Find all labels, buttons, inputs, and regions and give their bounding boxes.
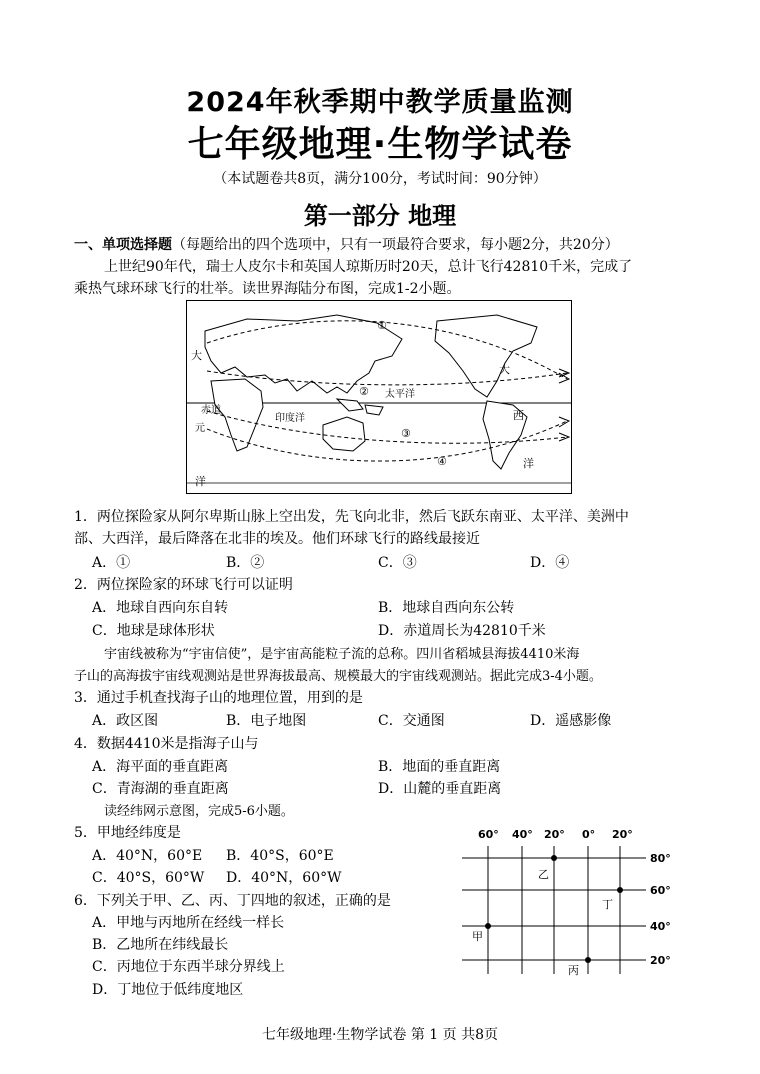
q1-stem-line1: 1．两位探险家从阿尔卑斯山脉上空出发，先飞向北非，然后飞跃东南亚、太平洋、美洲中: [74, 509, 629, 525]
map-label-yang-left: 洋: [195, 475, 206, 488]
australia-shape: [323, 417, 365, 451]
lat-label-40: 40°: [650, 920, 671, 933]
q6-option-b[interactable]: B．乙地所在纬线最长: [92, 937, 229, 953]
map-label-yuan: 元: [195, 423, 205, 434]
route-1-label: ①: [377, 319, 387, 332]
q6-option-a[interactable]: A．甲地与丙地所在经线一样长: [92, 915, 285, 931]
lon-label-20e: 20°: [612, 828, 633, 841]
q1-option-d[interactable]: D．④: [530, 555, 570, 571]
section-heading-note: （每题给出的四个选项中，只有一项最符合要求，每小题2分，共20分）: [172, 237, 619, 253]
q6-stem: 6．下列关于甲、乙、丙、丁四地的叙述，正确的是: [74, 893, 391, 909]
route-4-label: ④: [437, 455, 447, 468]
q1-option-c[interactable]: C．③: [378, 555, 417, 571]
q4-option-d[interactable]: D．山麓的垂直距离: [378, 781, 502, 797]
q5-option-b[interactable]: B．40°S，60°E: [226, 848, 334, 864]
map-label-yang-right: 洋: [523, 457, 534, 470]
section-heading-label: 一、单项选择题: [74, 237, 172, 253]
point-yi: [551, 855, 557, 861]
q2-option-d[interactable]: D．赤道周长为42810千米: [378, 623, 546, 639]
intro-line-2: 乘热气球环球飞行的壮举。读世界海陆分布图，完成1-2小题。: [74, 281, 461, 297]
q3-option-b[interactable]: B．电子地图: [226, 713, 307, 729]
world-map: [186, 300, 572, 494]
q3-option-a[interactable]: A．政区图: [92, 713, 159, 729]
graticule-svg: [458, 824, 678, 984]
q5-option-c[interactable]: C．40°S，60°W: [92, 870, 205, 886]
part-title: 第一部分 地理: [303, 202, 457, 230]
q2-option-b[interactable]: B．地球自西向东公转: [378, 600, 515, 616]
q5-option-a[interactable]: A．40°N，60°E: [92, 848, 203, 864]
graticule-diagram: [458, 824, 678, 984]
q3-option-c[interactable]: C．交通图: [378, 713, 445, 729]
q4-option-b[interactable]: B．地面的垂直距离: [378, 759, 501, 775]
point-ding-label: 丁: [602, 898, 613, 911]
map-label-equator: 赤道: [201, 405, 221, 416]
q2-option-a[interactable]: A．地球自西向东自转: [92, 600, 229, 616]
lat-label-20: 20°: [650, 954, 671, 967]
intro-line-1: 上世纪90年代，瑞士人皮尔卡和英国人琼斯历时20天，总计飞行42810千米，完成了: [104, 259, 633, 275]
section-heading: [74, 234, 619, 254]
q5-option-d[interactable]: D．40°N，60°W: [226, 870, 342, 886]
point-bing: [585, 957, 591, 963]
point-ding: [617, 887, 623, 893]
lon-label-0: 0°: [582, 828, 596, 841]
lon-label-20w: 20°: [544, 828, 565, 841]
map-label-indian-ocean: 印度洋: [275, 413, 305, 424]
q4-option-c[interactable]: C．青海湖的垂直距离: [92, 781, 229, 797]
q4-option-a[interactable]: A．海平面的垂直距离: [92, 759, 229, 775]
passage3-line: 读经纬网示意图，完成5-6小题。: [104, 804, 294, 819]
lon-label-40w: 40°: [512, 828, 533, 841]
se-asia-islands: [337, 399, 383, 415]
lon-label-60w: 60°: [478, 828, 499, 841]
map-label-da-right: 大: [499, 363, 510, 376]
world-map-svg: [187, 301, 572, 494]
lat-label-60: 60°: [650, 884, 671, 897]
q2-stem: 2．两位探险家的环球飞行可以证明: [74, 577, 293, 593]
lat-label-80: 80°: [650, 852, 671, 865]
point-bing-label: 丙: [568, 964, 579, 977]
point-jia-label: 甲: [472, 930, 483, 943]
north-america-shape: [435, 315, 537, 397]
point-jia: [485, 923, 491, 929]
route-2-label: ②: [359, 385, 369, 398]
q4-stem: 4．数据4410米是指海子山与: [74, 736, 259, 752]
exam-title: 2024年秋季期中教学质量监测: [186, 87, 574, 118]
map-label-xi: 西: [513, 409, 524, 422]
map-label-da-left: 大: [191, 349, 202, 362]
q6-option-c[interactable]: C．丙地位于东西半球分界线上: [92, 959, 285, 975]
q3-stem: 3．通过手机查找海子山的地理位置，用到的是: [74, 690, 363, 706]
q1-stem-line2: 部、大西洋，最后降落在北非的埃及。他们环球飞行的路线最接近: [74, 531, 480, 547]
exam-info: （本试题卷共8页，满分100分，考试时间：90分钟）: [213, 171, 547, 187]
passage2-line1: 宇宙线被称为“宇宙信使”，是宇宙高能粒子流的总称。四川省稻城县海拔4410米海: [104, 647, 580, 662]
paper-title: 七年级地理·生物学试卷: [187, 124, 573, 165]
route-3-label: ③: [401, 427, 411, 440]
q3-option-d[interactable]: D．遥感影像: [530, 713, 612, 729]
q5-stem: 5．甲地经纬度是: [74, 825, 181, 841]
q1-option-a[interactable]: A．①: [92, 555, 131, 571]
point-yi-label: 乙: [538, 868, 549, 881]
q1-option-b[interactable]: B．②: [226, 555, 265, 571]
map-label-pacific: 太平洋: [385, 389, 415, 400]
passage2-line2: 子山的高海拔宇宙线观测站是世界海拔最高、规模最大的宇宙线观测站。据此完成3-4小题。: [74, 669, 602, 684]
q6-option-d[interactable]: D．丁地位于低纬度地区: [92, 982, 244, 998]
q2-option-c[interactable]: C．地球是球体形状: [92, 623, 215, 639]
page-footer: 七年级地理·生物学试卷 第 1 页 共8页: [261, 1027, 499, 1043]
